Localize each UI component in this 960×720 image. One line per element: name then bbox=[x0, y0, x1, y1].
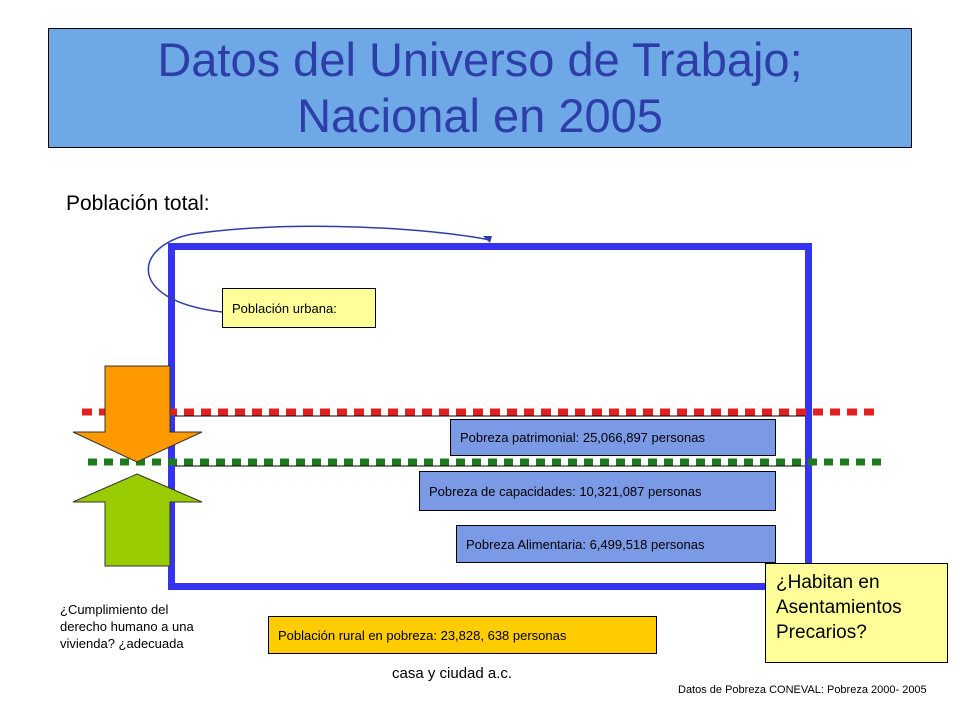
pobreza-patrimonial-box: Pobreza patrimonial: 25,066,897 personas bbox=[450, 419, 776, 456]
up-arrow-icon bbox=[73, 474, 202, 566]
pobreza-alimentaria-box: Pobreza Alimentaria: 6,499,518 personas bbox=[456, 525, 776, 563]
page-title: Datos del Universo de Trabajo; Nacional en 2005 bbox=[157, 33, 803, 142]
poblacion-urbana-box: Población urbana: bbox=[222, 288, 376, 328]
down-arrow-icon bbox=[73, 366, 202, 462]
footer-organization: casa y ciudad a.c. bbox=[392, 665, 513, 682]
poblacion-total-label: Población total: bbox=[66, 192, 210, 215]
habitan-asentamientos-box: ¿Habitan en Asentamientos Precarios? bbox=[765, 563, 948, 663]
cumplimiento-question: ¿Cumplimiento del derecho humano a una vivienda? ¿adecuada bbox=[60, 602, 194, 651]
poblacion-rural-box: Población rural en pobreza: 23,828, 638 personas bbox=[268, 616, 657, 654]
pobreza-capacidades-box: Pobreza de capacidades: 10,321,087 personas bbox=[419, 471, 776, 511]
footer-source: Datos de Pobreza CONEVAL: Pobreza 2000- 2005 bbox=[678, 684, 927, 696]
